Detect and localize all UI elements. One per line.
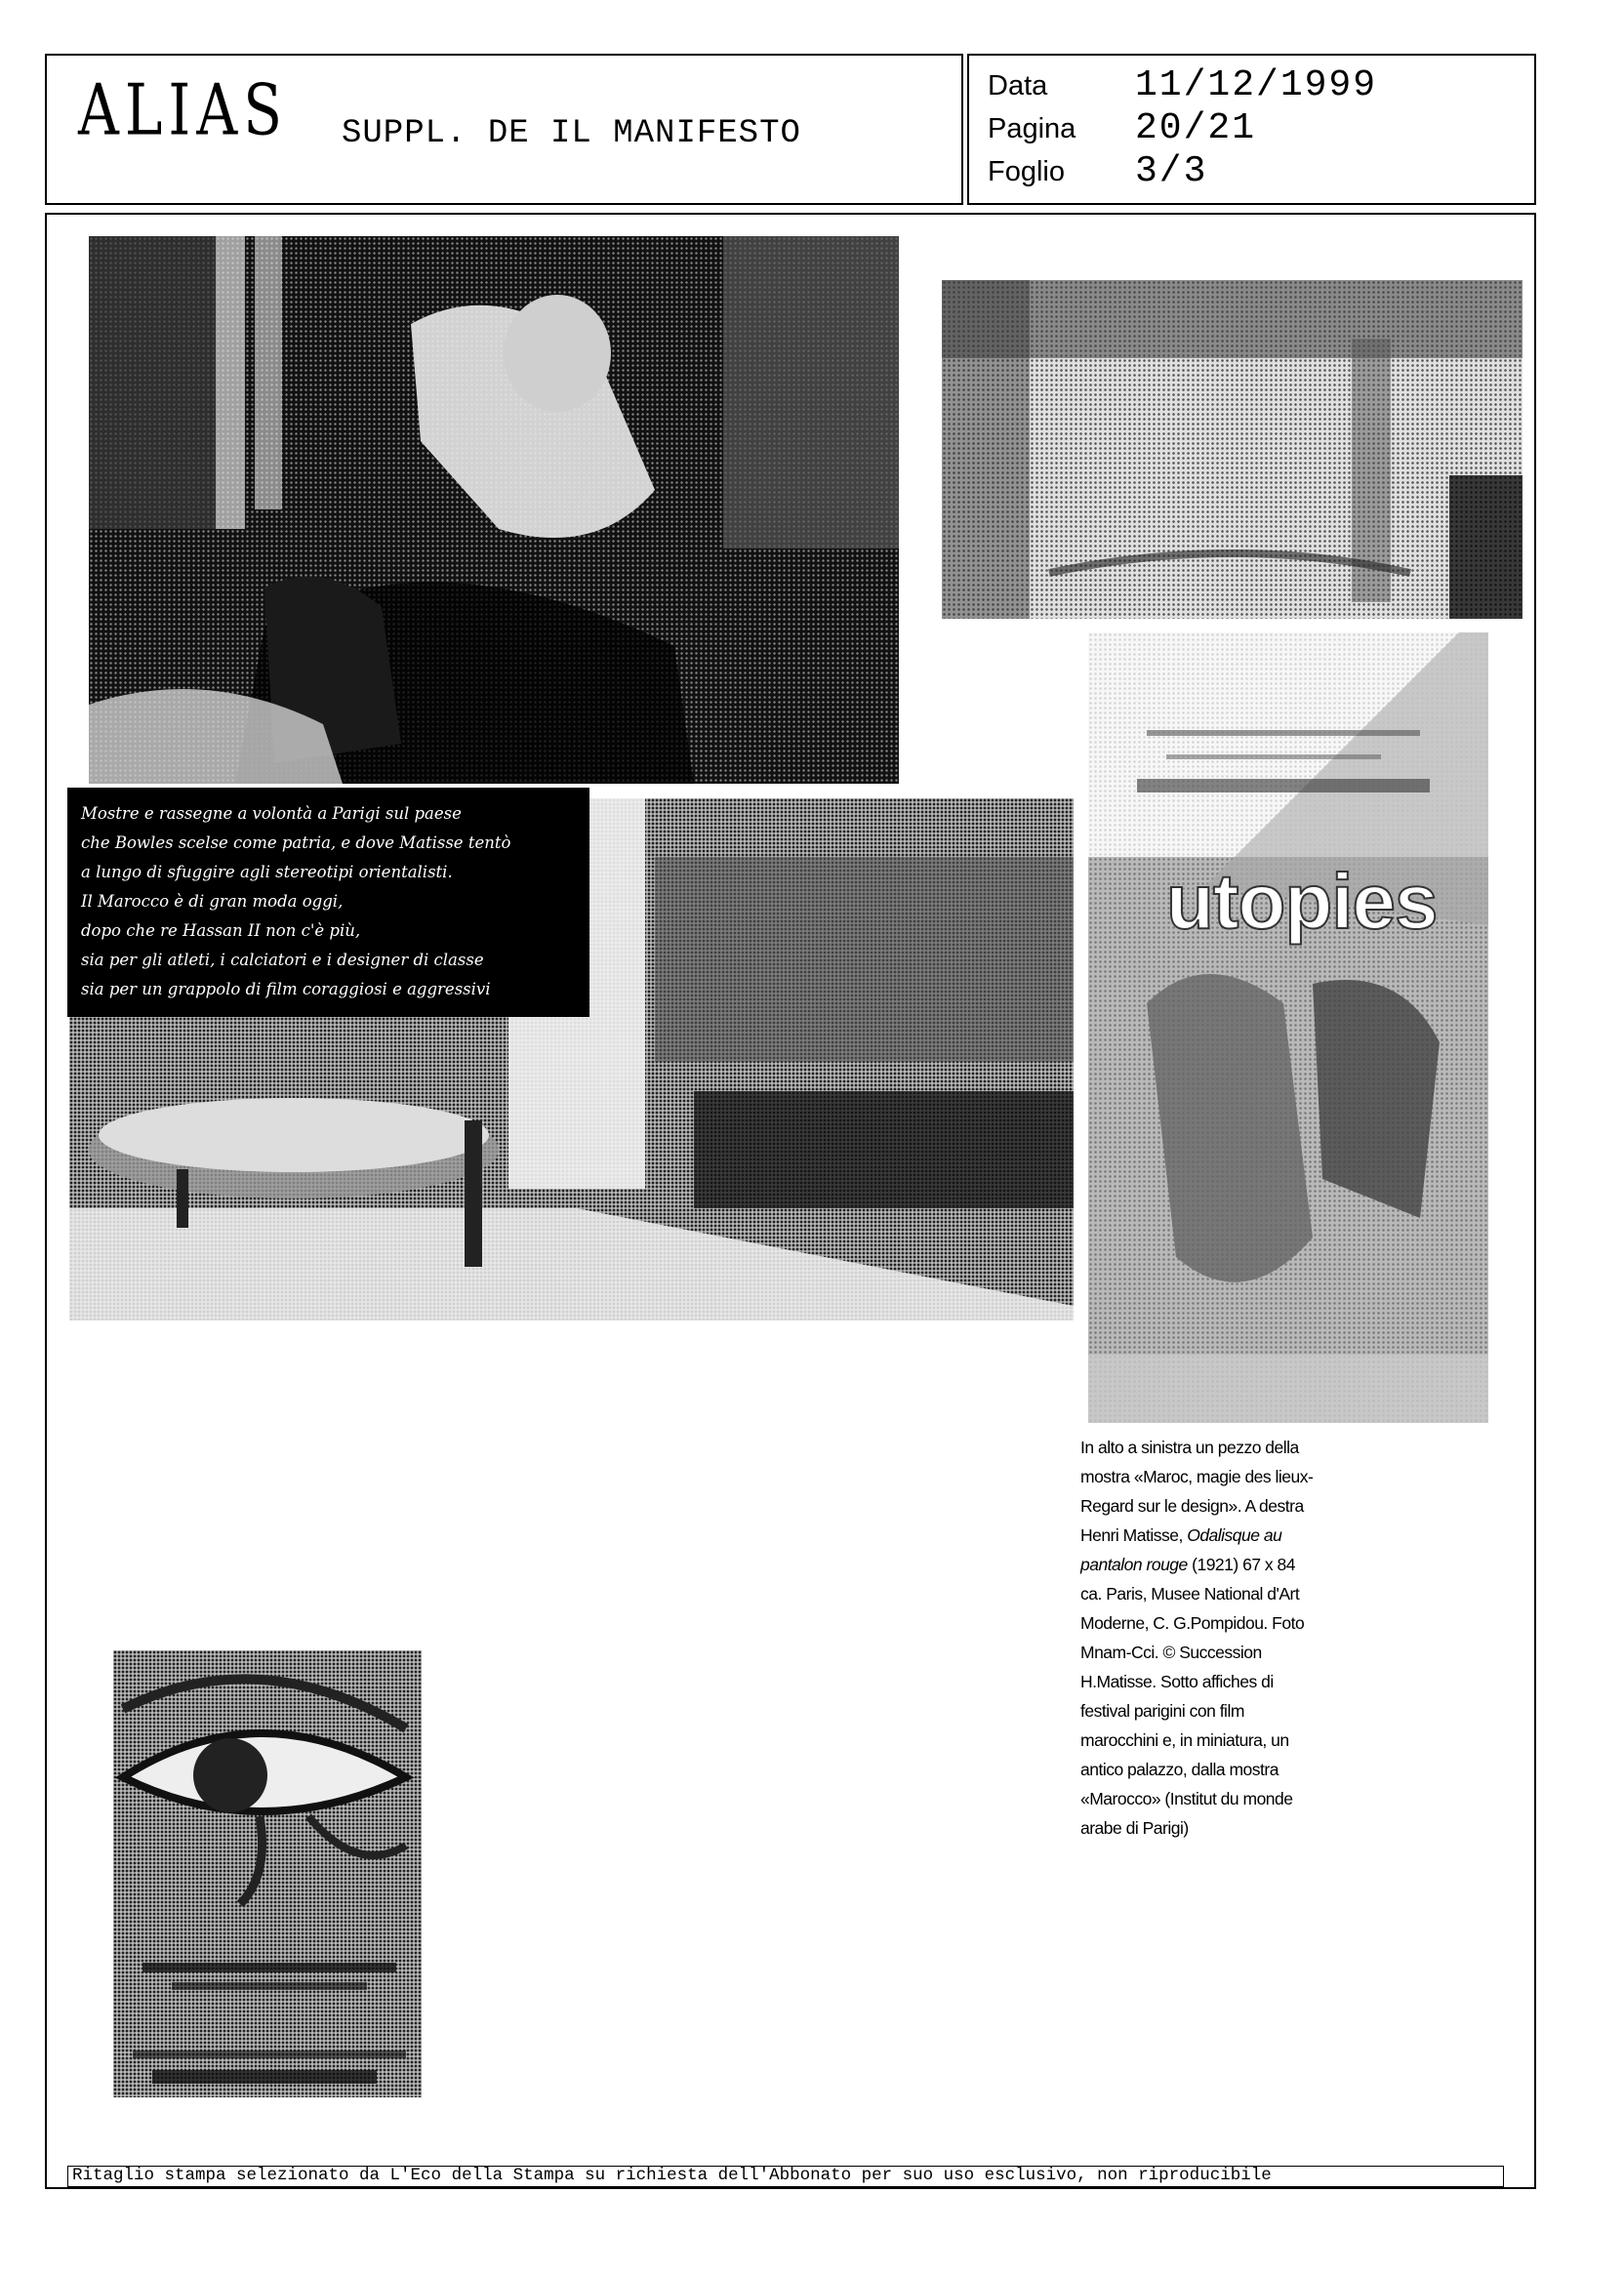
date-label: Data [988,70,1048,102]
clipping-service-notice: Ritaglio stampa selezionato da L'Eco della Stampa su richiesta dell'Abbonato per suo uso esclusivo, non riproducibile [67,2166,1504,2187]
article-caption-box [67,788,589,1017]
caption-line: Il Marocco è di gran moda oggi, [81,892,344,911]
caption-line: sia per un grappolo di film coraggiosi e aggressivi [81,980,491,998]
festival-poster-utopies [1088,632,1488,1423]
moroccan-wall-photo [942,280,1522,619]
photo-credits-caption [1080,1433,1315,1843]
caption-line: a lungo di sfuggire agli stereotipi orientalisti. [81,863,453,881]
sheet-label: Foglio [988,156,1065,187]
sheet-value: 3/3 [1135,150,1208,192]
page-label: Pagina [988,113,1076,144]
artwork-title: Odalisque au pantalon rouge [1080,1525,1282,1574]
credits-text-part: In alto a sinistra un pezzo della mostra «Maroc, magie des lieux- Regard sur le design». A destra Henri Matisse, [1080,1438,1314,1545]
caption-line: dopo che re Hassan II non c'è più, [81,921,361,940]
festival-poster-eye [113,1650,422,2097]
credits-text-part: (1921) 67 x 84 ca. Paris, Musee National d'Art Moderne, C. G.Pompidou. Foto Mnam-Cci. © Succession H.Matisse. Sotto affiches di festival parigini con film marocchini e, in miniatura, un antico palazzo, dalla mostra «Marocco» (Institut du monde arabe di Parigi) [1080,1555,1305,1838]
page-value: 20/21 [1135,107,1257,149]
matisse-odalisque-photo [89,236,899,784]
caption-line: che Bowles scelse come patria, e dove Matisse tentò [81,833,511,852]
poster-title: utopies [1166,858,1438,945]
publication-logo: ALIAS [78,68,288,151]
date-value: 11/12/1999 [1135,64,1378,106]
caption-line: Mostre e rassegne a volontà a Parigi sul paese [81,804,462,823]
publication-name: SUPPL. DE IL MANIFESTO [342,115,801,152]
caption-line: sia per gli atleti, i calciatori e i designer di classe [81,951,484,969]
